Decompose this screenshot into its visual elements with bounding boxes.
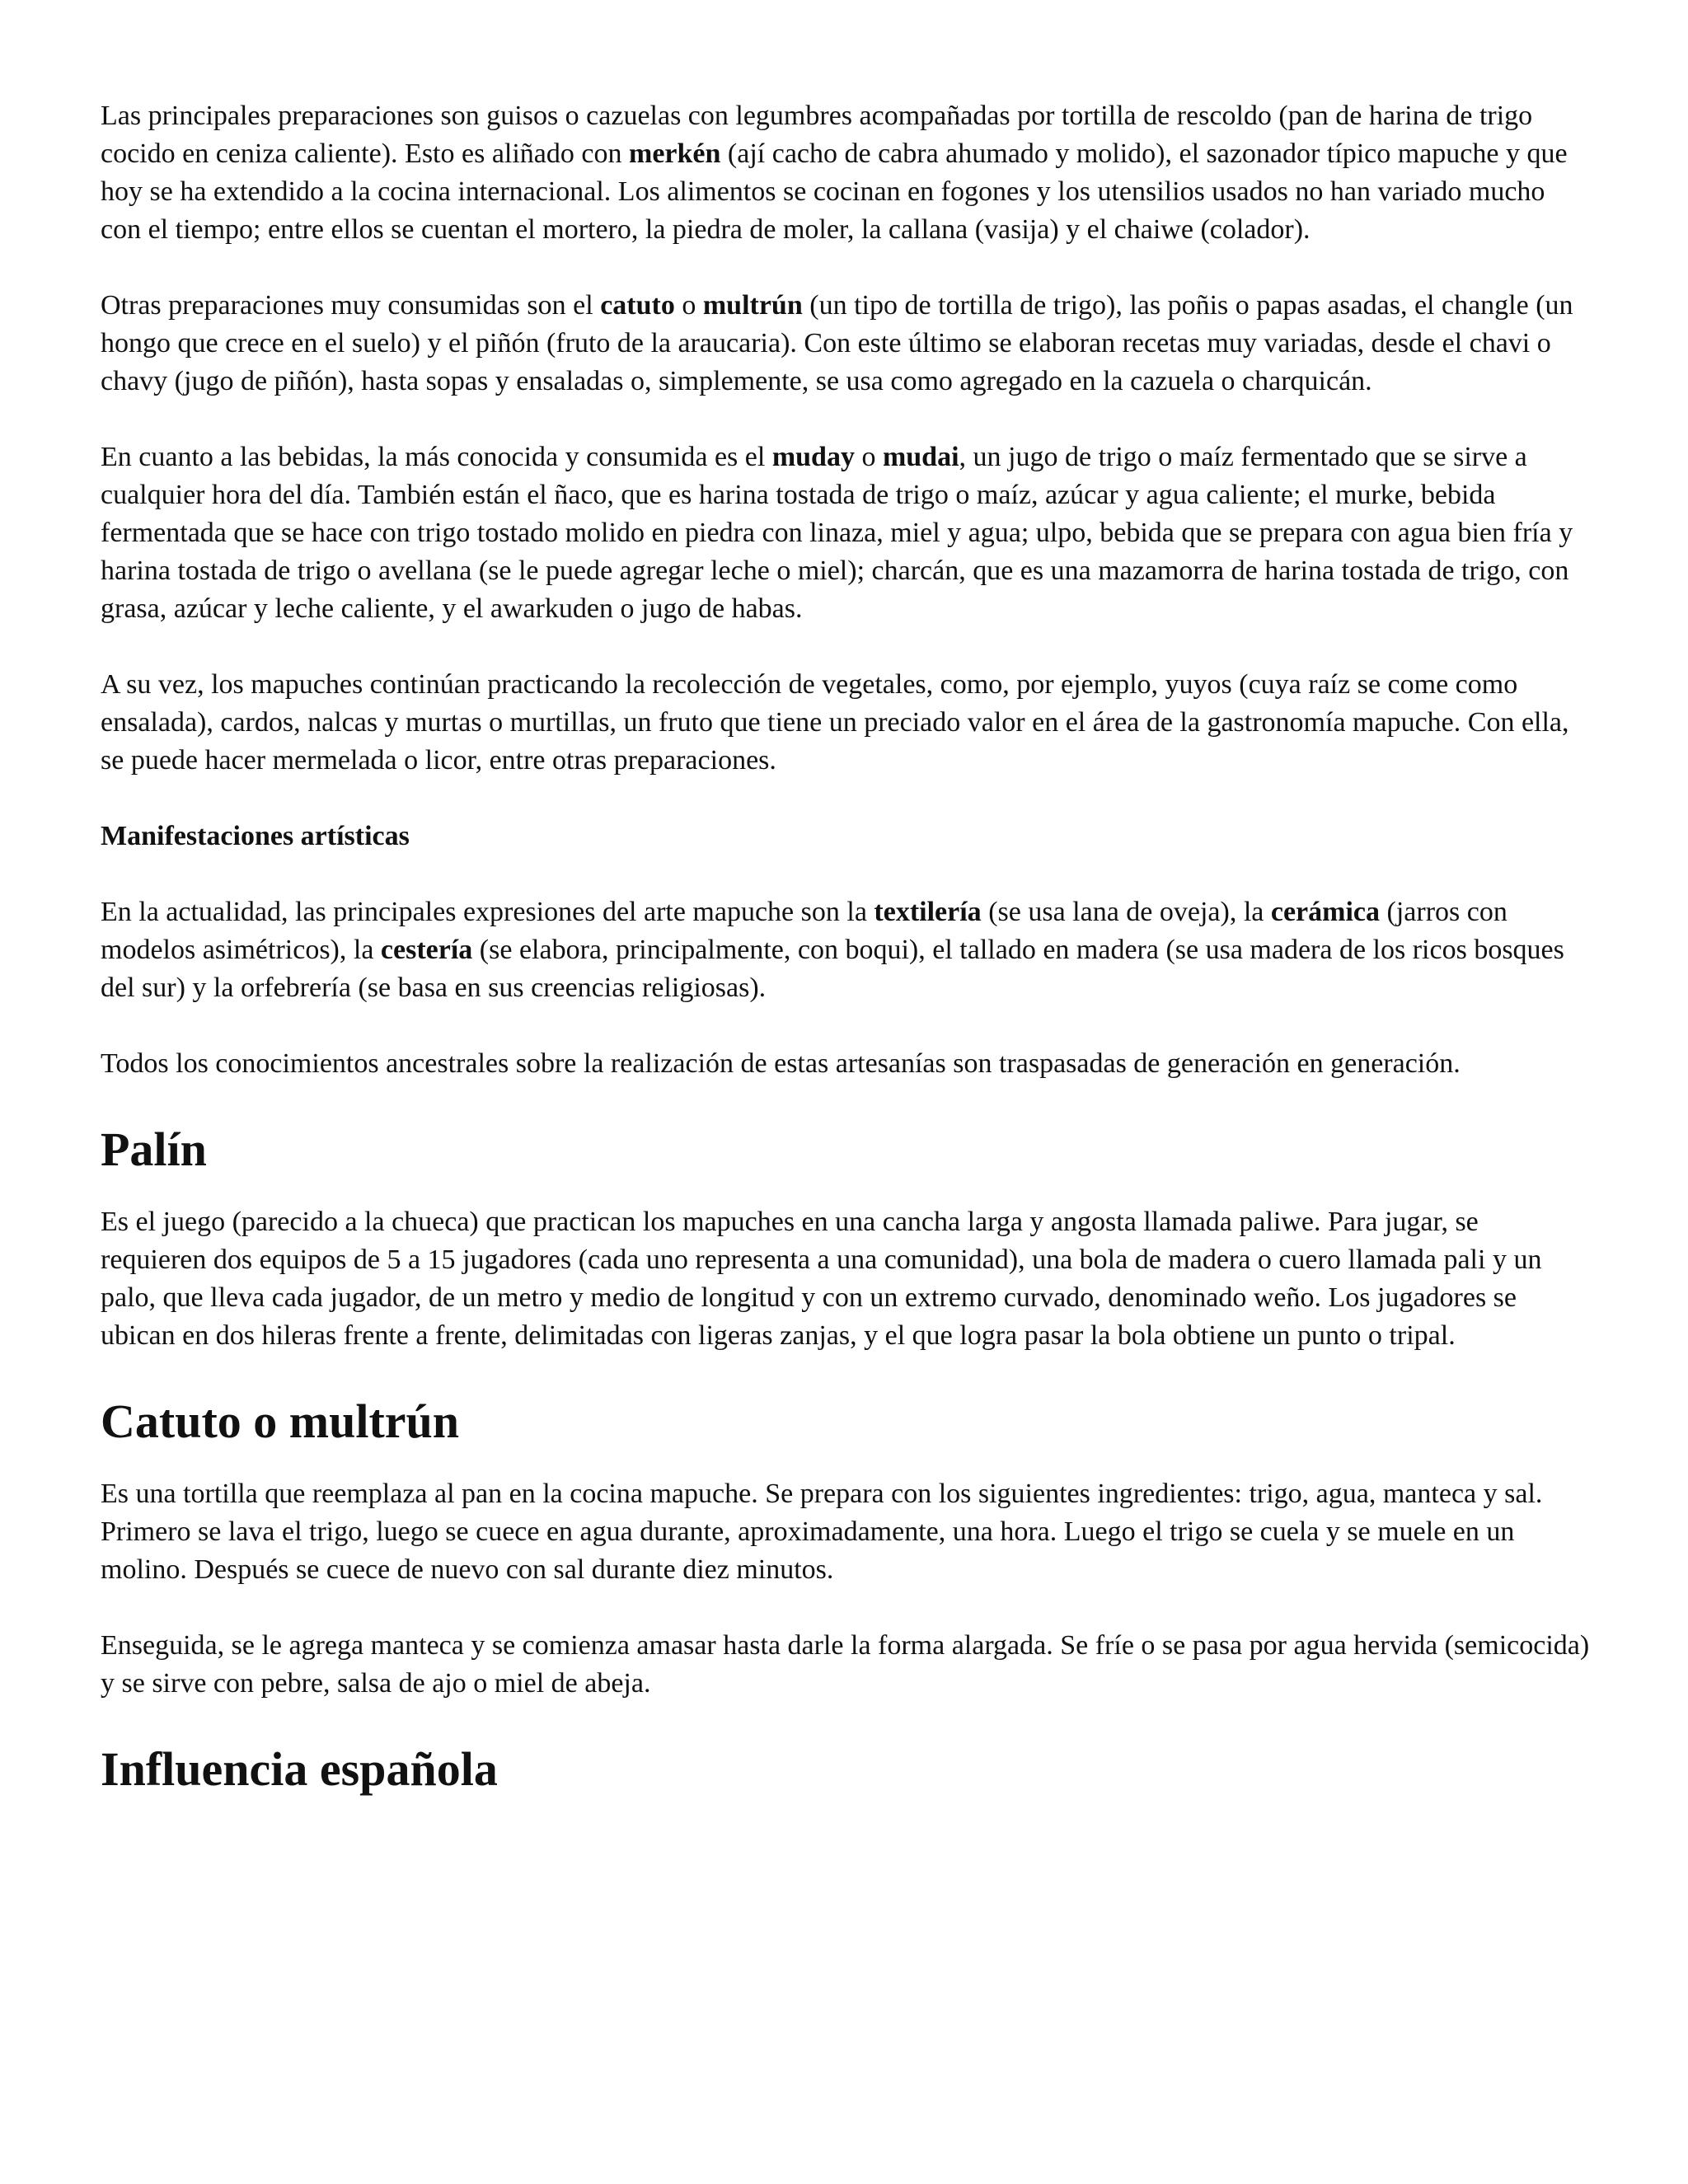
paragraph-palin: Es el juego (parecido a la chueca) que practican los mapuches en una cancha larga y angosta llamada paliwe. Para jugar, se requieren dos equipos de 5 a 15 jugadores (cada uno representa a una comunidad), una bola de madera o cuero llamada pali y un palo, que lleva cada jugador, de un metro y medio de longitud y con un extremo curvado, denominado weño. Los jugadores se ubican en dos hileras frente a frente, delimitadas con ligeras zanjas, y el que logra pasar la bola obtiene un punto o tripal. [101,1207,1542,1351]
bold-term: mudai [882,442,959,472]
text-run: En la actualidad, las principales expresiones del arte mapuche son la [101,897,874,927]
paragraph-otras-preparaciones [101,287,1591,401]
bold-term: catuto [600,290,675,321]
text-run: (se elabora, principalmente, con boqui), el tallado en madera (se usa madera de los ricos bosques del sur) y la orfebrería (se basa en sus creencias religiosas). [101,935,1564,1003]
text-run: (jarros con modelos asimétricos), la [101,897,1507,965]
bold-term: cerámica [1270,897,1381,927]
text-run: (un tipo de tortilla de trigo), las poñis o papas asadas, el changle (un hongo que crece en el suelo) y el piñón (fruto de la araucaria). Con este último se elaboran recetas muy variadas, desde el chavi o chavy (jugo de piñón), hasta sopas y ensaladas o, simplemente, se usa como agregado en la cazuela o charquicán. [101,290,1573,396]
document-page [101,97,1591,1823]
paragraph-bebidas [101,438,1591,628]
heading-influencia: Influencia española [101,1742,498,1796]
paragraph-recoleccion: A su vez, los mapuches continúan practicando la recolección de vegetales, como, por ejemplo, yuyos (cuya raíz se come como ensalada), cardos, nalcas y murtas o murtillas, un fruto que tiene un preciado valor en el área de la gastronomía mapuche. Con ella, se puede hacer mermelada o licor, entre otras preparaciones. [101,669,1569,776]
heading-catuto: Catuto o multrún [101,1394,460,1448]
heading-palin: Palín [101,1122,207,1176]
paragraph-catuto-2: Enseguida, se le agrega manteca y se comienza amasar hasta darle la forma alargada. Se fríe o se pasa por agua hervida (semicocida) y se sirve con pebre, salsa de ajo o miel de abeja. [101,1630,1590,1699]
paragraph-conocimientos: Todos los conocimientos ancestrales sobre la realización de estas artesanías son traspasadas de generación en generación. [101,1048,1461,1079]
text-run: Otras preparaciones muy consumidas son el [101,290,601,321]
text-run: En cuanto a las bebidas, la más conocida y consumida es el [101,442,772,472]
paragraph-preparaciones [101,97,1591,249]
subheading-manifestaciones: Manifestaciones artísticas [101,821,410,851]
text-run: , un jugo de trigo o maíz fermentado que se sirve a cualquier hora del día. También están el ñaco, que es harina tostada de trigo o maíz, azúcar y agua caliente; el murke, bebida fermentada que se hace con trigo tostado molido en piedra con linaza, miel y agua; ulpo, bebida que se prepara con agua bien fría y harina tostada de trigo o avellana (se le puede agregar leche o miel); charcán, que es una mazamorra de harina tostada de trigo, con grasa, azúcar y leche caliente, y el awarkuden o jugo de habas. [101,442,1573,624]
bold-term: merkén [629,138,721,169]
text-run: (ají cacho de cabra ahumado y molido), el sazonador típico mapuche y que hoy se ha extendido a la cocina internacional. Los alimentos se cocinan en fogones y los utensilios usados no han variado mucho con el tiempo; entre ellos se cuentan el mortero, la piedra de moler, la callana (vasija) y el chaiwe (colador). [101,138,1568,245]
text-run: o [854,442,883,472]
text-run: o [674,290,703,321]
bold-term: muday [771,442,855,472]
paragraph-catuto-1: Es una tortilla que reemplaza al pan en la cocina mapuche. Se prepara con los siguientes ingredientes: trigo, agua, manteca y sal. Primero se lava el trigo, luego se cuece en agua durante, aproximadamente, una hora. Luego el trigo se cuela y se muele en un molino. Después se cuece de nuevo con sal durante diez minutos. [101,1479,1543,1585]
paragraph-arte [101,893,1591,1007]
text-run: Las principales preparaciones son guisos o cazuelas con legumbres acompañadas por tortilla de rescoldo (pan de harina de trigo cocido en ceniza caliente). Esto es aliñado con [101,101,1533,169]
bold-term: multrún [702,290,803,321]
bold-term: textilería [874,897,982,927]
text-run: (se usa lana de oveja), la [981,897,1271,927]
bold-term: cestería [380,935,473,965]
